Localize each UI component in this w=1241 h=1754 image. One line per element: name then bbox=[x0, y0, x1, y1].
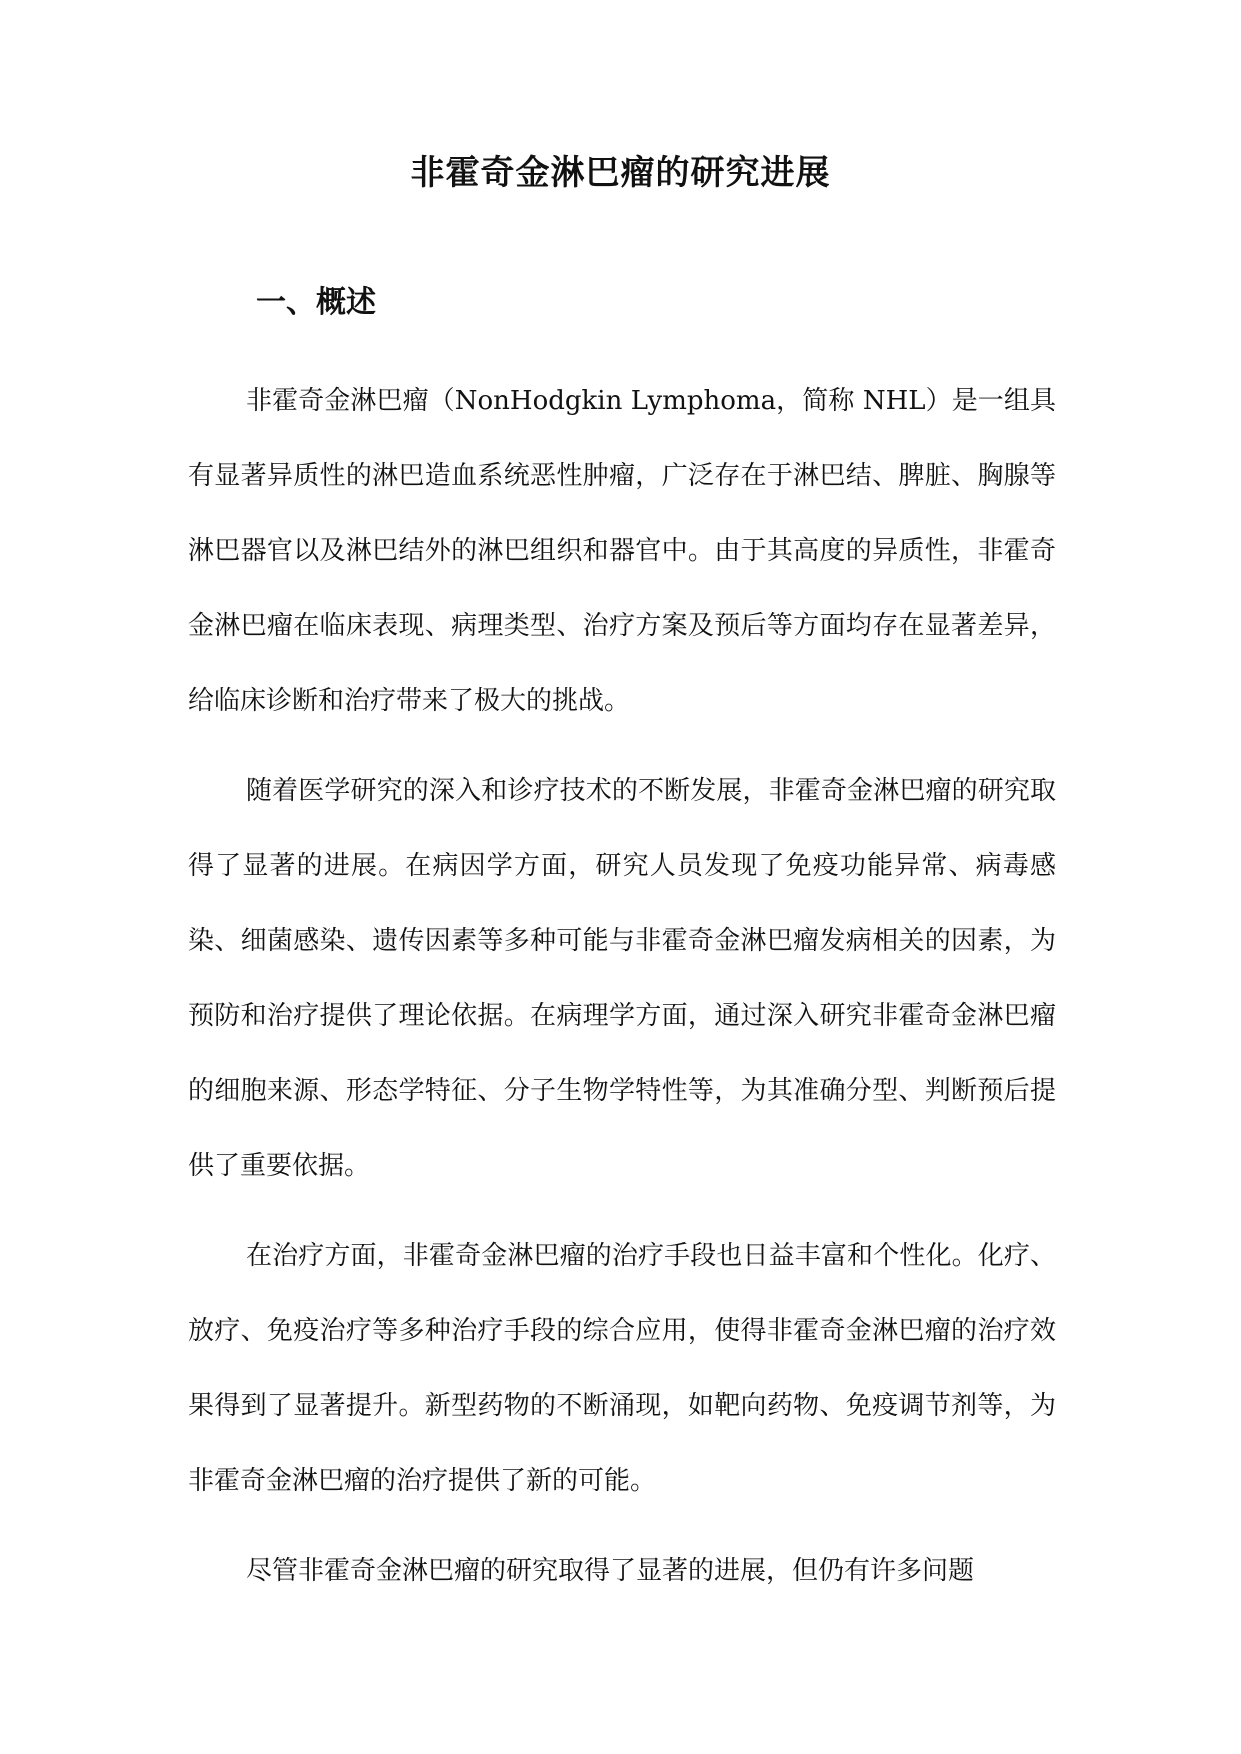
paragraph-treatment: 在治疗方面，非霍奇金淋巴瘤的治疗手段也日益丰富和个性化。化疗、放疗、免疫治疗等多种治疗手段的综合应用，使得非霍奇金淋巴瘤的治疗效果得到了显著提升。新型药物的不断涌现，如靶向药物、免疫调节剂等，为非霍奇金淋巴瘤的治疗提供了新的可能。 bbox=[188, 1241, 1056, 1496]
section-heading: 一、概述 bbox=[256, 285, 376, 320]
body-text bbox=[188, 364, 1056, 1624]
paragraph-overview: 非霍奇金淋巴瘤（NonHodgkin Lymphoma，简称 NHL）是一组具有显著异质性的淋巴造血系统恶性肿瘤，广泛存在于淋巴结、脾脏、胸腺等淋巴器官以及淋巴结外的淋巴组织和器官中。由于其高度的异质性，非霍奇金淋巴瘤在临床表现、病理类型、治疗方案及预后等方面均存在显著差异，给临床诊断和治疗带来了极大的挑战。 bbox=[188, 386, 1056, 716]
paragraph-research-progress: 随着医学研究的深入和诊疗技术的不断发展，非霍奇金淋巴瘤的研究取得了显著的进展。在病因学方面，研究人员发现了免疫功能异常、病毒感染、细菌感染、遗传因素等多种可能与非霍奇金淋巴瘤发病相关的因素，为预防和治疗提供了理论依据。在病理学方面，通过深入研究非霍奇金淋巴瘤的细胞来源、形态学特征、分子生物学特性等，为其准确分型、判断预后提供了重要依据。 bbox=[188, 776, 1056, 1181]
paragraph-remaining-problems: 尽管非霍奇金淋巴瘤的研究取得了显著的进展，但仍有许多问题 bbox=[246, 1556, 975, 1586]
document-title: 非霍奇金淋巴瘤的研究进展 bbox=[410, 153, 831, 193]
